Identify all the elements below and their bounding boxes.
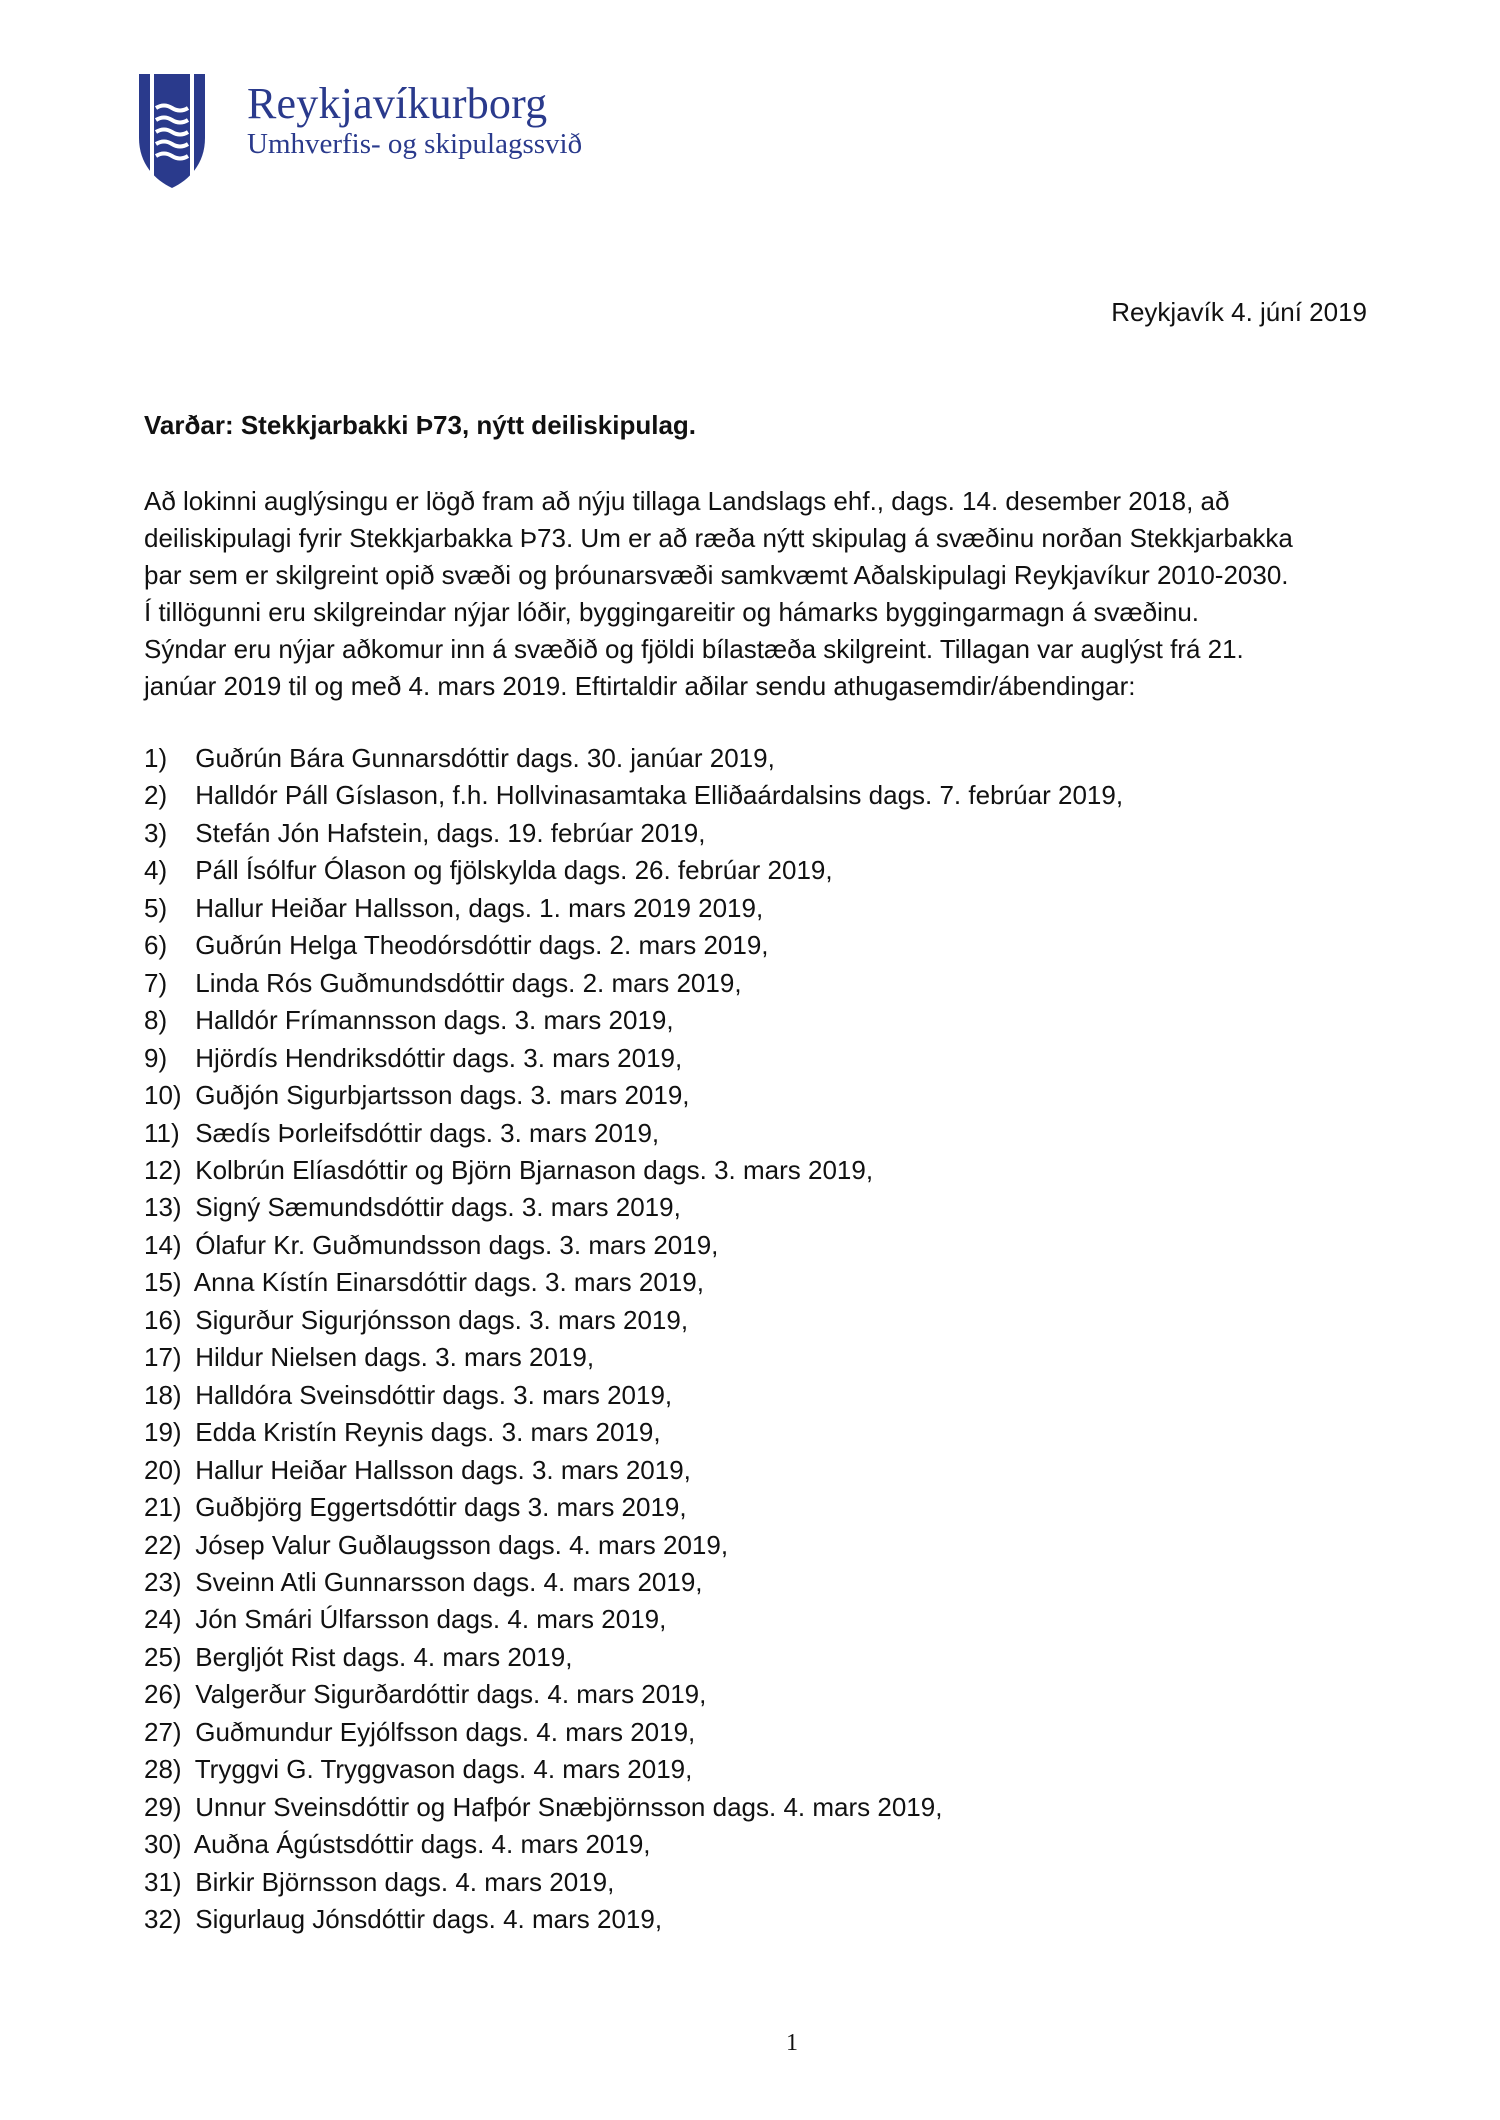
item-text: Halldóra Sveinsdóttir dags. 3. mars 2019, — [195, 1379, 673, 1410]
list-item — [144, 1302, 1374, 1339]
item-text: Anna Kístín Einarsdóttir dags. 3. mars 2019, — [193, 1267, 704, 1298]
item-number: 19) — [144, 1417, 182, 1448]
list-item — [144, 1489, 1374, 1526]
list-item — [144, 965, 1374, 1002]
intro-line: þar sem er skilgreint opið svæði og þróunarsvæði samkvæmt Aðalskipulagi Reykjavíkur 2010-2030. — [144, 560, 1289, 590]
item-number: 28) — [144, 1754, 182, 1785]
item-number: 32) — [144, 1904, 182, 1935]
item-text: Jósep Valur Guðlaugsson dags. 4. mars 2019, — [195, 1529, 729, 1560]
item-number: 1) — [144, 743, 168, 773]
list-item — [144, 1901, 1374, 1938]
list-item — [144, 890, 1374, 927]
letter-subject: Varðar: Stekkjarbakki Þ73, nýtt deiliskipulag. — [144, 410, 697, 440]
list-item — [144, 1264, 1374, 1301]
intro-line: janúar 2019 til og með 4. mars 2019. Eftirtaldir aðilar sendu athugasemdir/ábendingar: — [144, 671, 1136, 701]
list-item — [144, 1377, 1374, 1414]
item-number: 7) — [144, 967, 168, 998]
page-number: 1 — [786, 2030, 798, 2056]
list-item — [144, 1227, 1374, 1264]
list-item — [144, 1002, 1374, 1039]
item-text: Hallur Heiðar Hallsson, dags. 1. mars 2019 2019, — [195, 892, 764, 923]
item-number: 11) — [144, 1117, 180, 1148]
item-number: 23) — [144, 1566, 182, 1597]
list-item — [144, 1115, 1374, 1152]
item-text: Hjördís Hendriksdóttir dags. 3. mars 2019, — [195, 1042, 683, 1073]
intro-paragraph — [144, 483, 1374, 705]
item-number: 13) — [144, 1192, 182, 1223]
commenters-list — [144, 740, 1374, 1939]
list-item — [144, 927, 1374, 964]
item-number: 16) — [144, 1304, 182, 1335]
item-text: Guðbjörg Eggertsdóttir dags 3. mars 2019, — [195, 1492, 687, 1523]
item-text: Valgerður Sigurðardóttir dags. 4. mars 2019, — [195, 1679, 707, 1710]
item-text: Sveinn Atli Gunnarsson dags. 4. mars 2019, — [195, 1566, 703, 1597]
list-item — [144, 1040, 1374, 1077]
item-number: 2) — [144, 780, 168, 811]
item-text: Halldór Páll Gíslason, f.h. Hollvinasamtaka Elliðaárdalsins dags. 7. febrúar 2019, — [195, 780, 1124, 811]
item-number: 4) — [144, 855, 168, 886]
item-text: Guðrún Helga Theodórsdóttir dags. 2. mars 2019, — [195, 930, 769, 961]
item-text: Jón Smári Úlfarsson dags. 4. mars 2019, — [195, 1604, 667, 1635]
item-text: Stefán Jón Hafstein, dags. 19. febrúar 2019, — [195, 817, 706, 848]
place-and-date: Reykjavík 4. júní 2019 — [1111, 297, 1367, 327]
intro-line: deiliskipulagi fyrir Stekkjarbakka Þ73. Um er að ræða nýtt skipulag á svæðinu norðan Stekkjarbakka — [144, 523, 1293, 553]
intro-line: Að lokinni auglýsingu er lögð fram að nýju tillaga Landslags ehf., dags. 14. desember 2018, að — [144, 486, 1230, 516]
item-number: 6) — [144, 930, 168, 961]
item-number: 30) — [144, 1829, 182, 1860]
item-text: Edda Kristín Reynis dags. 3. mars 2019, — [195, 1417, 661, 1448]
item-text: Kolbrún Elíasdóttir og Björn Bjarnason dags. 3. mars 2019, — [195, 1154, 874, 1185]
item-text: Linda Rós Guðmundsdóttir dags. 2. mars 2019, — [195, 967, 742, 998]
item-number: 25) — [144, 1641, 182, 1672]
item-text: Guðrún Bára Gunnarsdóttir dags. 30. janúar 2019, — [195, 743, 775, 773]
item-number: 12) — [144, 1154, 182, 1185]
intro-line: Sýndar eru nýjar aðkomur inn á svæðið og fjöldi bílastæða skilgreint. Tillagan var auglýst frá 21. — [144, 634, 1244, 664]
list-item — [144, 1452, 1374, 1489]
item-number: 24) — [144, 1604, 182, 1635]
list-item — [144, 1789, 1374, 1826]
item-text: Auðna Ágústsdóttir dags. 4. mars 2019, — [193, 1829, 651, 1860]
list-item — [144, 1714, 1374, 1751]
item-number: 26) — [144, 1679, 182, 1710]
item-text: Hallur Heiðar Hallsson dags. 3. mars 2019, — [195, 1454, 691, 1485]
list-item — [144, 1751, 1374, 1788]
list-item — [144, 1189, 1374, 1226]
item-text: Halldór Frímannsson dags. 3. mars 2019, — [195, 1005, 674, 1036]
list-item — [144, 1339, 1374, 1376]
item-text: Sigurlaug Jónsdóttir dags. 4. mars 2019, — [195, 1904, 663, 1935]
item-text: Bergljót Rist dags. 4. mars 2019, — [195, 1641, 573, 1672]
list-item — [144, 777, 1374, 814]
intro-line: Í tillögunni eru skilgreindar nýjar lóðir, byggingareitir og hámarks byggingarmagn á svæðinu. — [144, 597, 1200, 627]
item-text: Tryggvi G. Tryggvason dags. 4. mars 2019, — [194, 1754, 693, 1785]
item-number: 22) — [144, 1529, 182, 1560]
item-number: 29) — [144, 1791, 182, 1822]
item-number: 18) — [144, 1379, 182, 1410]
item-text: Sædís Þorleifsdóttir dags. 3. mars 2019, — [195, 1117, 660, 1148]
organization-name: Reykjavíkurborg — [247, 79, 548, 128]
item-number: 5) — [144, 892, 168, 923]
list-item — [144, 1826, 1374, 1863]
item-text: Signý Sæmundsdóttir dags. 3. mars 2019, — [195, 1192, 681, 1223]
list-item — [144, 1527, 1374, 1564]
item-number: 15) — [144, 1267, 182, 1298]
list-item — [144, 1601, 1374, 1638]
list-item — [144, 1676, 1374, 1713]
item-number: 10) — [144, 1080, 182, 1111]
list-item — [144, 1077, 1374, 1114]
item-text: Unnur Sveinsdóttir og Hafþór Snæbjörnsson dags. 4. mars 2019, — [195, 1791, 943, 1822]
item-number: 3) — [144, 817, 168, 848]
item-text: Guðmundur Eyjólfsson dags. 4. mars 2019, — [195, 1716, 696, 1747]
list-item — [144, 1564, 1374, 1601]
item-text: Hildur Nielsen dags. 3. mars 2019, — [195, 1342, 595, 1373]
item-text: Sigurður Sigurjónsson dags. 3. mars 2019, — [195, 1304, 689, 1335]
list-item — [144, 852, 1374, 889]
item-text: Guðjón Sigurbjartsson dags. 3. mars 2019, — [195, 1080, 690, 1111]
item-text: Páll Ísólfur Ólason og fjölskylda dags. 26. febrúar 2019, — [195, 855, 833, 886]
item-number: 14) — [144, 1229, 182, 1260]
list-item — [144, 1152, 1374, 1189]
list-item — [144, 1639, 1374, 1676]
list-item — [144, 815, 1374, 852]
item-text: Birkir Björnsson dags. 4. mars 2019, — [195, 1866, 615, 1897]
item-number: 31) — [144, 1866, 182, 1897]
item-number: 9) — [144, 1042, 168, 1073]
coat-of-arms-shield-icon — [137, 72, 207, 190]
item-number: 8) — [144, 1005, 168, 1036]
item-text: Ólafur Kr. Guðmundsson dags. 3. mars 2019, — [195, 1229, 719, 1260]
item-number: 20) — [144, 1454, 182, 1485]
list-item — [144, 740, 1374, 777]
department-name: Umhverfis- og skipulagssvið — [247, 128, 583, 160]
item-number: 21) — [144, 1492, 182, 1523]
item-number: 17) — [144, 1342, 182, 1373]
list-item — [144, 1414, 1374, 1451]
list-item — [144, 1864, 1374, 1901]
reykjavik-coat-of-arms-icon — [137, 72, 207, 190]
item-number: 27) — [144, 1716, 182, 1747]
